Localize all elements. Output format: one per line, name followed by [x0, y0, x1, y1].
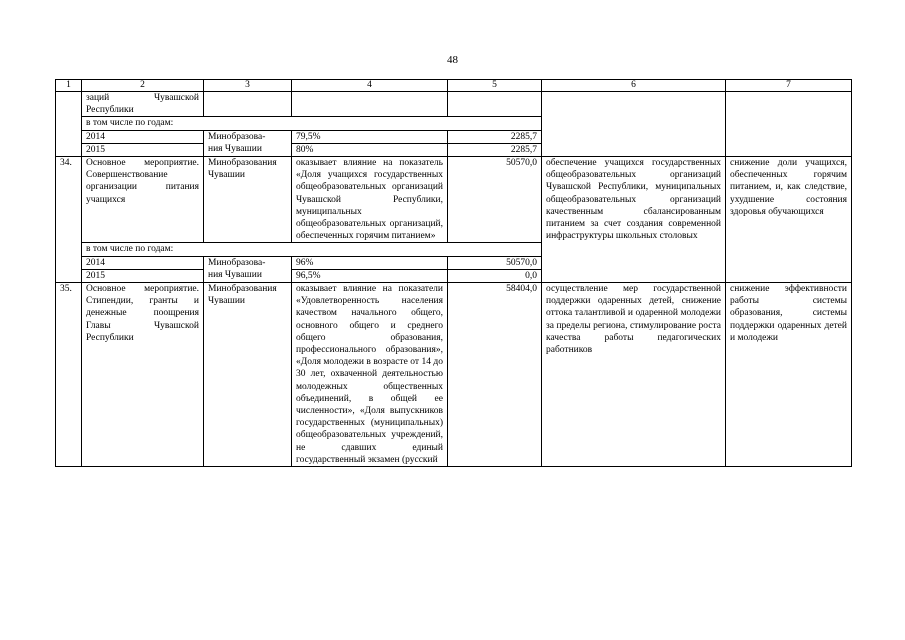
by-years-label: в том числе по годам:: [82, 243, 542, 256]
measure-name: Основное мероприятие. Стипендии, гранты и денежные поощрения Главы Чувашской Республики: [82, 283, 204, 467]
executor: Минобразования Чувашии: [204, 283, 292, 467]
executor: Минобразования Чувашии: [204, 157, 292, 243]
sum-cell: 2285,7: [448, 130, 542, 143]
cont-sum-cell: [448, 92, 542, 117]
sum-cell: 50570,0: [448, 256, 542, 269]
sum-cell: 0,0: [448, 269, 542, 282]
table-row: [56, 157, 852, 243]
year-cell: 2015: [82, 269, 204, 282]
page-number: 48: [447, 54, 458, 66]
row-number: 34.: [56, 157, 82, 283]
expected-result: обеспечение учащихся государственных общеобразовательных организаций Чувашской Республики, муниципальных общеобразовательных организаций качественным сбалансированным питанием за счет создания современной инфраструктуры школьных столовых: [542, 157, 726, 283]
indicator-cell: 96,5%: [292, 269, 448, 282]
expected-result: осуществление мер государственной поддержки одаренных детей, снижение оттока талантливой и одаренной молодежи за пределы региона, стимулирование роста качества работы педагогических работников: [542, 283, 726, 467]
indicator-cell: 80%: [292, 143, 448, 156]
exec-cell: Минобразова-: [204, 256, 292, 269]
col-header-6: 6: [542, 80, 726, 92]
cont-by-years-label: в том числе по годам:: [82, 117, 542, 130]
cont-name-cell: заций Чувашской Республики: [82, 92, 204, 117]
cont-exec-cell: [204, 92, 292, 117]
measure-name: Основное мероприятие. Совершенствование организации питания учащихся: [82, 157, 204, 243]
sum-total: 50570,0: [448, 157, 542, 243]
cont-consequence-cell: [726, 92, 852, 157]
year-cell: 2015: [82, 143, 204, 156]
cont-num-cell: [56, 92, 82, 157]
table-row: [56, 92, 852, 117]
year-cell: 2014: [82, 130, 204, 143]
exec-cell: ния Чувашии: [204, 143, 292, 156]
exec-cell: Минобразова-: [204, 130, 292, 143]
col-header-4: 4: [292, 80, 448, 92]
consequence: снижение доли учащихся, обеспеченных горячим питанием, и, как следствие, ухудшение состояния здоровья обучающихся: [726, 157, 852, 283]
col-header-3: 3: [204, 80, 292, 92]
consequence: снижение эффективности работы системы образования, системы поддержки одаренных детей и молодежи: [726, 283, 852, 467]
program-measures-table: [55, 79, 852, 467]
header-row: [56, 80, 852, 92]
sum-total: 58404,0: [448, 283, 542, 467]
indicator-cell: 96%: [292, 256, 448, 269]
col-header-1: 1: [56, 80, 82, 92]
col-header-7: 7: [726, 80, 852, 92]
indicator-cell: 79,5%: [292, 130, 448, 143]
influence-text: оказывает влияние на показатели «Удовлетворенность населения качеством начального общего, основного общего и среднего общего образования, профессионального образования», «Доля молодежи в возрасте от 14 до 30 лет, охваченной деятельностью молодежных общественных объединений, в общей ее численности», «Доля выпускников государственных (муниципальных) общеобразовательных учреждений, не сдавших единый государственный экзамен (русский: [292, 283, 448, 467]
exec-cell: ния Чувашии: [204, 269, 292, 282]
table-row: [56, 283, 852, 467]
cont-result-cell: [542, 92, 726, 157]
year-cell: 2014: [82, 256, 204, 269]
sum-cell: 2285,7: [448, 143, 542, 156]
col-header-2: 2: [82, 80, 204, 92]
row-number: 35.: [56, 283, 82, 467]
cont-influence-cell: [292, 92, 448, 117]
col-header-5: 5: [448, 80, 542, 92]
influence-text: оказывает влияние на показатель «Доля учащихся государственных общеобразовательных организаций Чувашской Республики, муниципальных общеобразовательных организаций, обеспеченных горячим питанием»: [292, 157, 448, 243]
